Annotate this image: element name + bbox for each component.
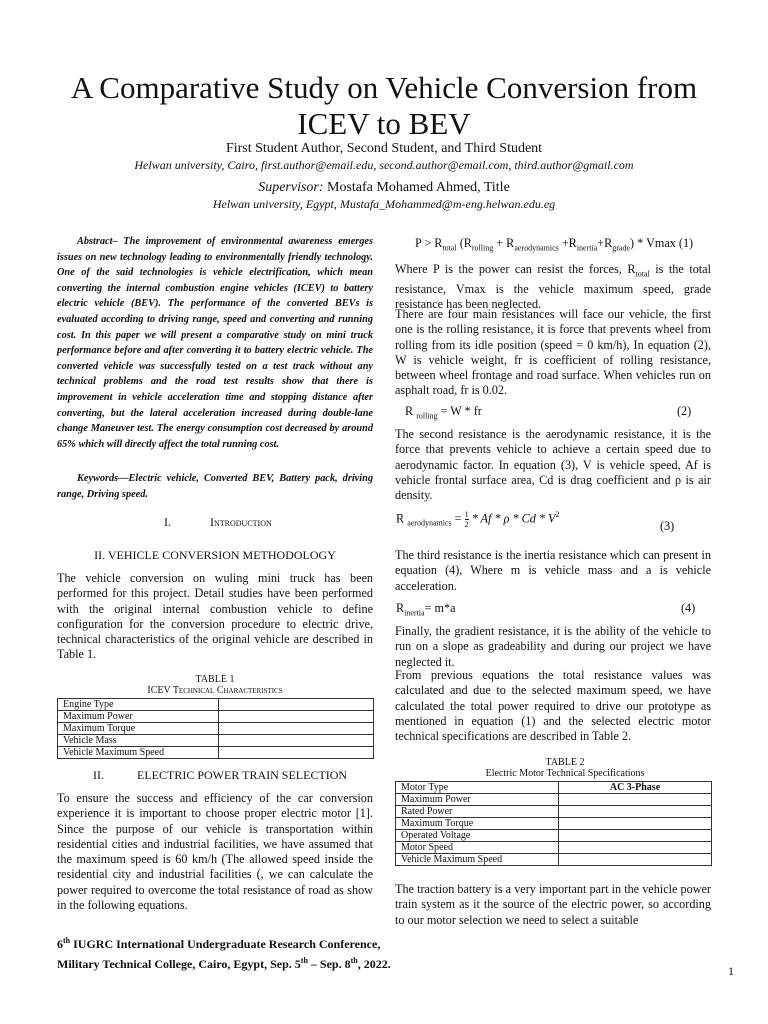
- table-row: [58, 735, 374, 747]
- table2-cell-name: Maximum Torque: [396, 818, 559, 830]
- table-row: [58, 723, 374, 735]
- supervisor-affiliation: Helwan university, Egypt, Mustafa_Mohammed@m-eng.helwan.edu.eg: [212, 197, 556, 211]
- table-row: [58, 711, 374, 723]
- power-def-sub: total: [635, 269, 650, 279]
- table2-cell-name: Maximum Power: [396, 794, 559, 806]
- table2-cell-name: Operated Voltage: [396, 830, 559, 842]
- equation-2: [405, 404, 482, 420]
- keywords: [57, 471, 373, 502]
- eq1-plus2: +R: [558, 236, 577, 250]
- power-definition-paragraph: [395, 262, 711, 312]
- equation-2-number: (2): [677, 404, 692, 418]
- title-line-2: ICEV to BEV: [297, 106, 471, 141]
- table-row: [396, 842, 712, 854]
- page-number: 1: [728, 964, 734, 978]
- table-row: [396, 806, 712, 818]
- table2-cell-name: Motor Speed: [396, 842, 559, 854]
- equation-1: [415, 236, 693, 252]
- abstract-text: The improvement of environmental awareness emerges issues on new technology leading to environmentally friendly technology. One of the said technologies is vehicle electrification, which mean converting the internal combustion engine vehicles (ICEV) to battery electric vehicle (BEV). The performance of the converted BEVs is evaluated according to driving range, speed and converting and running cost. In this paper we will present a comparative study on mini truck performance before and after converting it to battery electric vehicle. The converted vehicle was successfully tested on a test track without any technical problems and the road test results show that there is improvement in vehicle acceleration time and stopping distance after converting, but the lateral acceleration increased during double-lane change Maneuver test. The energy consumption cost decreased by around 65% which will directly affect the total running cost.: [57, 236, 373, 450]
- eq4-rhs: = m*a: [424, 601, 456, 615]
- eq2-sub: rolling: [416, 411, 438, 421]
- table1-label: TABLE 1: [195, 674, 235, 685]
- footer-date-c: , 2022.: [357, 956, 391, 971]
- table1-cell-value: [219, 735, 374, 747]
- equation-4-number: (4): [681, 601, 696, 615]
- supervisor: [40, 180, 728, 196]
- eq2-rhs: = W * fr: [437, 404, 482, 418]
- table2: [395, 781, 712, 866]
- table1: [57, 698, 374, 759]
- eq1-sub-grade: grade: [612, 243, 631, 253]
- section-power-title: ELECTRIC POWER TRAIN SELECTION: [137, 768, 348, 782]
- eq1-plus3: +R: [597, 236, 613, 250]
- table1-cell-name: Vehicle Maximum Speed: [58, 747, 219, 759]
- section-power-number: II.: [93, 768, 104, 782]
- table1-cell-value: [219, 723, 374, 735]
- footer-conf-sup: th: [63, 936, 71, 945]
- eq1-sub-rolling: rolling: [471, 243, 494, 253]
- eq3-rhs: * Af * ρ * Cd * V: [471, 511, 556, 526]
- table1-cell-name: Vehicle Mass: [58, 735, 219, 747]
- section-intro-title: Introduction: [210, 515, 272, 529]
- keywords-text: Electric vehicle, Converted BEV, Battery pack, driving range, Driving speed.: [57, 473, 373, 500]
- inertia-paragraph: The third resistance is the inertia resistance which can present in equation (4), Where m is vehicle mass and a is vehicle acceleration.: [395, 548, 711, 593]
- table-row: [58, 699, 374, 711]
- table2-cell-value: [559, 794, 712, 806]
- gradient-paragraph: Finally, the gradient resistance, it is the ability of the vehicle to run on a slope as gradeability and during our project we have neglected it.: [395, 624, 711, 669]
- table1-cell-name: Maximum Power: [58, 711, 219, 723]
- table2-label: TABLE 2: [545, 757, 585, 768]
- author-affiliation: Helwan university, Cairo, first.author@email.edu, second.author@email.com, third.author@gmail.com: [134, 158, 634, 172]
- supervisor-label: Supervisor:: [258, 180, 324, 195]
- table-row: [396, 830, 712, 842]
- table2-cell-value: [559, 830, 712, 842]
- footer-line-1: [57, 933, 391, 953]
- table2-cell-value: [559, 842, 712, 854]
- eq1-open: (R: [456, 236, 472, 250]
- footer-line-2: [57, 953, 391, 973]
- title-line-1: A Comparative Study on Vehicle Conversion from: [70, 70, 698, 105]
- table1-cell-name: Engine Type: [58, 699, 219, 711]
- eq1-sub-aero: aerodynamics: [514, 243, 559, 253]
- eq4-lhs: R: [396, 601, 405, 615]
- keywords-label: Keywords—: [77, 473, 129, 484]
- table2-cell-value: AC 3-Phase: [559, 782, 712, 794]
- table-row: [396, 782, 712, 794]
- eq3-lhs: R: [396, 511, 405, 526]
- table-row: [396, 818, 712, 830]
- abstract-label: Abstract–: [77, 236, 118, 247]
- footer-date-b: – Sep. 8: [307, 956, 351, 971]
- eq3-frac-num: 1: [464, 510, 469, 519]
- power-def-b: is the total resistance, Vmax is the vehicle maximum speed, grade resistance has been neglected.: [395, 262, 711, 312]
- aerodynamic-paragraph: The second resistance is the aerodynamic resistance, it is the force that prevents vehicle to achieve a certain speed due to aerodynamic factor. In equation (3), V is vehicle speed, Af is vehicle frontal surface area, Cd is drag coefficient and ρ is air density.: [395, 427, 711, 503]
- table-row: [396, 794, 712, 806]
- footer-sup-b: th: [350, 955, 358, 965]
- battery-paragraph: The traction battery is a very important part in the vehicle power train system as it the source of the electric power, so according to our motor selection we need to select a suitable: [395, 882, 711, 927]
- authors: First Student Author, Second Student, and Third Student: [225, 141, 543, 156]
- table2-cell-value: [559, 854, 712, 866]
- table2-cell-value: [559, 818, 712, 830]
- table-row: [58, 747, 374, 759]
- eq1-sub-total: total: [442, 243, 457, 253]
- eq4-sub: inertia: [404, 608, 425, 618]
- eq1-plus1: + R: [493, 236, 515, 250]
- section-intro-number: I.: [164, 515, 171, 529]
- four-resistances-paragraph: There are four main resistances will face our vehicle, the first one is the rolling resistance, it is force that prevents wheel from rolling from its idle position (speed = 0 km/h), In equation (2), W is vehicle weight, fr is coefficient of rolling resistance, between wheel frontage and road surface. When vehicles run on asphalt road, fr is 0.02.: [395, 307, 711, 398]
- eq3-frac-den: 2: [464, 520, 469, 529]
- power-paragraph: To ensure the success and efficiency of the car conversion experience it is important to choose proper electric motor [1]. Since the purpose of our vehicle is transportation within residential cities and industrial facilities, we have assumed that the maximum speed is 60 km/h (The allowed speed inside the residential city and industrial facilities (, we can calculate the power required to overcome the total resistance of road as show in the following equations.: [57, 791, 373, 913]
- eq1-lhs: P > R: [415, 236, 443, 250]
- eq3-sq: 2: [555, 510, 560, 520]
- footer-sup-a: th: [300, 955, 308, 965]
- method-paragraph: The vehicle conversion on wuling mini truck has been performed for this project. Detail studies have been performed with the original internal combustion vehicle to define configuration for the conversion procedure to electric drive, technical characteristics of the original vehicle are described in Table 1.: [57, 571, 373, 662]
- eq3-fraction: [465, 510, 469, 529]
- footer-conf-text: IUGRC International Undergraduate Research Conference,: [70, 937, 381, 951]
- table2-cell-name: Vehicle Maximum Speed: [396, 854, 559, 866]
- paper-title: [40, 70, 728, 142]
- footer-date-a: Military Technical College, Cairo, Egypt, Sep. 5: [57, 956, 301, 971]
- table1-caption: ICEV Technical Characteristics: [147, 685, 283, 696]
- footer-conf-num: 6: [57, 937, 63, 951]
- conference-footer: [57, 933, 391, 972]
- table1-cell-value: [219, 699, 374, 711]
- table2-cell-name: Rated Power: [396, 806, 559, 818]
- equation-3: R $_{aerodynamics}$ = $\frac{1}{2}$ * Af * ρ * Cd * $V^2$: [396, 510, 560, 529]
- equation-4: [396, 601, 455, 617]
- eq2-lhs: R: [405, 404, 414, 418]
- table2-cell-value: [559, 806, 712, 818]
- table1-cell-value: [219, 747, 374, 759]
- power-def-a: Where P is the power can resist the forces, R: [395, 262, 636, 276]
- table-row: [396, 854, 712, 866]
- table1-cell-name: Maximum Torque: [58, 723, 219, 735]
- section-method-title: II. VEHICLE CONVERSION METHODOLOGY: [94, 548, 336, 562]
- equation-3-number: (3): [660, 519, 675, 533]
- table2-caption: Electric Motor Technical Specifications: [485, 768, 645, 779]
- eq1-tail: ) * Vmax (1): [630, 236, 694, 250]
- abstract: [57, 234, 373, 452]
- eq1-sub-inertia: inertia: [576, 243, 598, 253]
- supervisor-name: Mostafa Mohamed Ahmed, Title: [327, 180, 510, 195]
- total-power-paragraph: From previous equations the total resistance values was calculated and due to the selected maximum speed, we have calculated the total power required to drive our prototype as mentioned in equation (1) and the selected electric motor technical specifications are described in Table 2.: [395, 668, 711, 744]
- table2-cell-name: Motor Type: [396, 782, 559, 794]
- eq3-sub: aerodynamics: [407, 518, 452, 528]
- table1-cell-value: [219, 711, 374, 723]
